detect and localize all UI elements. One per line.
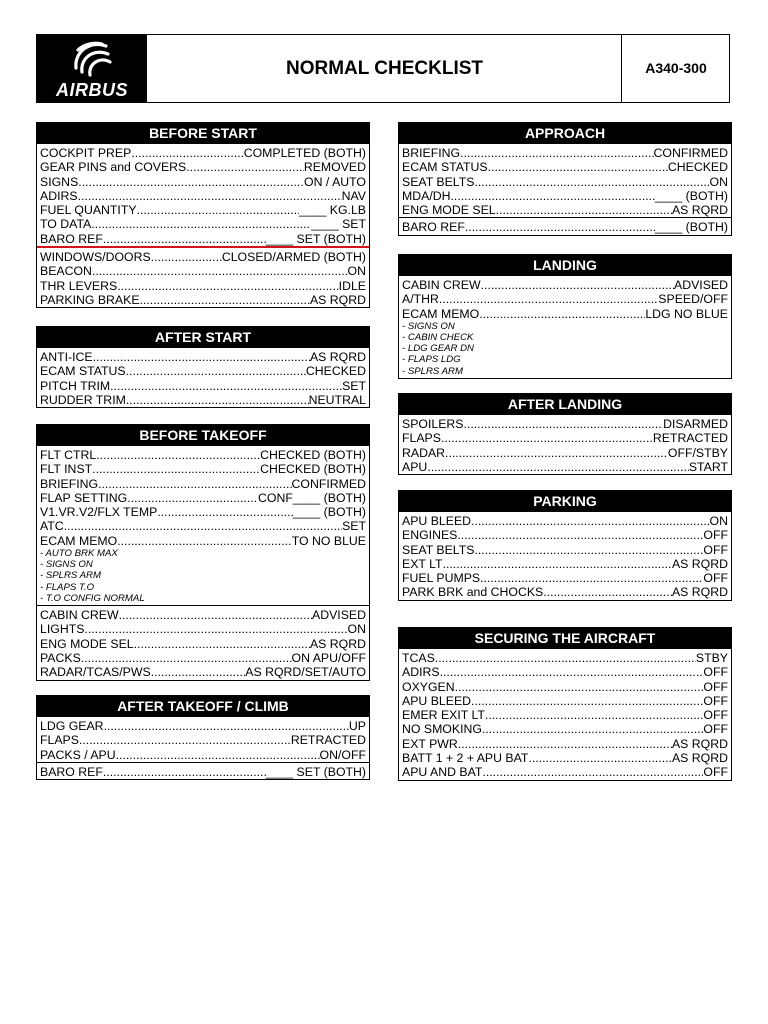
checklist-item-value: CHECKED xyxy=(667,160,728,175)
checklist-item-value: SPEED/OFF xyxy=(658,292,728,307)
dot-leader xyxy=(528,751,672,765)
dot-leader xyxy=(455,680,704,694)
checklist-row xyxy=(402,307,728,321)
dot-leader xyxy=(151,250,222,264)
checklist-item-value: LDG NO BLUE xyxy=(645,306,728,321)
dot-leader xyxy=(451,189,655,203)
checklist-item-value: ____ KG.LB xyxy=(299,203,366,218)
checklist-row xyxy=(40,448,366,462)
checklist-item-value: OFF xyxy=(703,765,728,780)
checklist-item-value: AS RQRD xyxy=(671,736,728,751)
checklist-row xyxy=(402,292,728,306)
dot-leader xyxy=(440,665,704,679)
checklist-item-value: ON / AUTO xyxy=(304,174,366,189)
checklist-item-value: OFF xyxy=(703,571,728,586)
checklist-item-label: LIGHTS xyxy=(40,622,85,637)
dot-leader xyxy=(186,160,304,174)
checklist-item-label: ENG MODE SEL xyxy=(40,636,134,651)
section-parking xyxy=(398,490,732,601)
checklist-row xyxy=(40,765,366,779)
dot-leader xyxy=(157,505,293,519)
checklist-group xyxy=(37,605,369,679)
checklist-item-value: SET xyxy=(342,519,366,534)
checklist-item-value: ON xyxy=(347,264,366,279)
checklist-item-label: TO DATA xyxy=(40,217,92,232)
checklist-item-label: PARKING BRAKE xyxy=(40,292,140,307)
checklist-row xyxy=(402,146,728,160)
checklist-item-label: TCAS xyxy=(402,651,435,665)
dot-leader xyxy=(98,477,291,491)
checklist-group xyxy=(37,348,369,407)
checklist-row xyxy=(40,146,366,160)
checklist-row xyxy=(402,203,728,217)
checklist-item-label: BATT 1 + 2 + APU BAT xyxy=(402,751,529,766)
dot-leader xyxy=(445,446,668,460)
dot-leader xyxy=(84,622,347,636)
checklist-item-label: ADIRS xyxy=(402,665,440,680)
checklist-item-value: DISARMED xyxy=(663,417,728,431)
checklist-item-label: LDG GEAR xyxy=(40,719,104,733)
checklist-item-label: EXT PWR xyxy=(402,736,458,751)
checklist-item-label: APU AND BAT xyxy=(402,765,483,780)
checklist-item-value: ADVISED xyxy=(312,608,366,623)
checklist-item-value: OFF xyxy=(703,528,728,543)
dot-leader xyxy=(137,203,299,217)
checklist-item-value: RETRACTED xyxy=(652,431,728,446)
checklist-row xyxy=(402,665,728,679)
memo-note: - FLAPS LDG xyxy=(402,354,461,366)
checklist-item-value: OFF xyxy=(703,722,728,737)
dot-leader xyxy=(543,585,672,599)
checklist-row xyxy=(402,543,728,557)
checklist-item-value: IDLE xyxy=(338,278,366,293)
dot-leader xyxy=(64,519,342,533)
checklist-item-label: ECAM STATUS xyxy=(40,364,126,379)
dot-leader xyxy=(479,307,645,321)
checklist-row xyxy=(40,160,366,174)
checklist-item-value: ON xyxy=(709,514,728,528)
checklist-item-value: OFF xyxy=(703,708,728,723)
checklist-item-value: UP xyxy=(348,719,366,733)
section-title: LANDING xyxy=(399,255,731,276)
dot-leader xyxy=(92,462,260,476)
dot-leader xyxy=(471,694,703,708)
checklist-item-value: ____ (BOTH) xyxy=(292,505,366,520)
checklist-item-label: ENGINES xyxy=(402,528,458,543)
checklist-item-label: MDA/DH xyxy=(402,188,451,203)
memo-note: - LDG GEAR DN xyxy=(402,343,474,355)
checklist-row xyxy=(402,722,728,736)
checklist-item-label: BARO REF xyxy=(402,220,465,235)
section-after-start xyxy=(36,326,370,408)
checklist-item-label: APU BLEED xyxy=(402,693,472,708)
checklist-row xyxy=(40,217,366,231)
checklist-item-label: FLT CTRL xyxy=(40,448,97,462)
dot-leader xyxy=(474,543,703,557)
dot-leader xyxy=(427,460,689,474)
checklist-row xyxy=(40,350,366,364)
checklist-item-label: FLAP SETTING xyxy=(40,490,128,505)
checklist-row xyxy=(402,585,728,599)
checklist-item-value: AS RQRD xyxy=(309,292,366,307)
checklist-row xyxy=(40,622,366,636)
checklist-row xyxy=(402,680,728,694)
dot-leader xyxy=(488,160,668,174)
checklist-item-label: BARO REF xyxy=(40,231,103,246)
aircraft-model: A340-300 xyxy=(621,35,730,102)
checklist-item-value: OFF xyxy=(703,679,728,694)
dot-leader xyxy=(441,431,653,445)
airbus-swirl-icon xyxy=(68,38,116,80)
checklist-item-label: V1.VR.V2/FLX TEMP xyxy=(40,505,158,520)
checklist-item-value: ON xyxy=(347,622,366,637)
checklist-item-label: APU BLEED xyxy=(402,514,472,528)
section-before-start xyxy=(36,122,370,308)
dot-leader xyxy=(78,189,342,203)
checklist-row xyxy=(40,203,366,217)
checklist-group xyxy=(399,512,731,600)
checklist-item-label: FLT INST xyxy=(40,462,93,477)
dot-leader xyxy=(151,665,246,679)
dot-leader xyxy=(439,292,658,306)
checklist-row xyxy=(40,477,366,491)
checklist-row xyxy=(402,765,728,779)
section-title: SECURING THE AIRCRAFT xyxy=(399,628,731,649)
dot-leader xyxy=(78,175,304,189)
dot-leader xyxy=(485,708,703,722)
checklist-item-value: ON xyxy=(709,174,728,189)
checklist-group xyxy=(399,144,731,217)
checklist-row xyxy=(40,250,366,264)
checklist-item-value: AS RQRD xyxy=(671,556,728,571)
checklist-item-value: NAV xyxy=(341,188,366,203)
section-title: BEFORE TAKEOFF xyxy=(37,425,369,446)
memo-note: - T.O CONFIG NORMAL xyxy=(40,592,145,604)
checklist-item-value: ____ SET (BOTH) xyxy=(265,231,366,246)
dot-leader xyxy=(134,637,310,651)
dot-leader xyxy=(460,146,653,160)
checklist-item-label: ADIRS xyxy=(40,188,78,203)
section-after-takeoff-climb xyxy=(36,695,370,780)
airbus-logo xyxy=(37,35,147,102)
checklist-item-label: OXYGEN xyxy=(402,679,455,694)
checklist-row xyxy=(40,279,366,293)
checklist-item-label: RUDDER TRIM xyxy=(40,392,126,407)
checklist-item-label: ECAM STATUS xyxy=(402,160,488,175)
checklist-row xyxy=(40,379,366,393)
checklist-item-label: GEAR PINS and COVERS xyxy=(40,160,187,175)
checklist-row xyxy=(402,446,728,460)
checklist-row xyxy=(40,364,366,378)
checklist-item-value: ____ SET (BOTH) xyxy=(265,764,366,779)
checklist-item-label: ENG MODE SEL xyxy=(402,203,496,218)
dot-leader xyxy=(443,557,672,571)
checklist-row xyxy=(402,189,728,203)
checklist-item-value: OFF xyxy=(703,693,728,708)
checklist-item-label: FLAPS xyxy=(402,431,441,446)
checklist-item-value: NEUTRAL xyxy=(308,392,366,407)
memo-note: - CABIN CHECK xyxy=(402,332,474,344)
memo-note: - SIGNS ON xyxy=(40,559,93,571)
dot-leader xyxy=(126,364,306,378)
checklist-group xyxy=(37,717,369,762)
checklist-item-label: BRIEFING xyxy=(40,476,99,491)
checklist-item-value: CONF____ (BOTH) xyxy=(258,490,366,505)
checklist-row xyxy=(402,431,728,445)
checklist-row xyxy=(40,189,366,203)
dot-leader xyxy=(79,733,291,747)
airbus-logo-text: AIRBUS xyxy=(55,80,128,100)
section-title: AFTER TAKEOFF / CLIMB xyxy=(37,696,369,717)
checklist-group xyxy=(399,649,731,780)
dot-leader xyxy=(119,608,312,622)
checklist-item-label: SIGNS xyxy=(40,174,79,189)
checklist-item-label: FLAPS xyxy=(40,733,79,748)
checklist-group xyxy=(37,246,369,307)
dot-leader xyxy=(91,217,311,231)
checklist-row xyxy=(402,514,728,528)
checklist-item-value: ON/OFF xyxy=(319,747,366,762)
checklist-row xyxy=(402,751,728,765)
dot-leader xyxy=(103,232,266,246)
checklist-row xyxy=(402,737,728,751)
checklist-item-value: CHECKED xyxy=(305,364,366,379)
checklist-row xyxy=(402,175,728,189)
checklist-item-label: BEACON xyxy=(40,264,92,279)
checklist-item-value: ____ (BOTH) xyxy=(654,188,728,203)
checklist-item-value: TO NO BLUE xyxy=(291,533,366,548)
checklist-row xyxy=(40,608,366,622)
section-approach xyxy=(398,122,732,236)
checklist-row xyxy=(40,393,366,407)
memo-notes xyxy=(402,321,728,378)
checklist-row xyxy=(40,264,366,278)
dot-leader xyxy=(117,534,292,548)
checklist-row xyxy=(402,571,728,585)
checklist-item-value: ON APU/OFF xyxy=(291,650,366,665)
checklist-item-label: BARO REF xyxy=(40,764,103,779)
checklist-row xyxy=(402,460,728,474)
checklist-group xyxy=(37,446,369,605)
dot-leader xyxy=(465,220,655,234)
checklist-row xyxy=(40,462,366,476)
checklist-item-value: REMOVED xyxy=(303,160,366,175)
dot-leader xyxy=(481,278,674,292)
checklist-item-label: EXT LT xyxy=(402,556,443,571)
dot-leader xyxy=(458,737,672,751)
checklist-item-value: CONFIRMED xyxy=(653,146,728,160)
section-securing-the-aircraft xyxy=(398,627,732,781)
dot-leader xyxy=(103,765,266,779)
checklist-row xyxy=(40,491,366,505)
checklist-item-value: AS RQRD xyxy=(309,636,366,651)
checklist-item-value: STBY xyxy=(695,651,728,665)
dot-leader xyxy=(92,264,348,278)
checklist-item-label: SEAT BELTS xyxy=(402,542,475,557)
checklist-row xyxy=(402,694,728,708)
checklist-row xyxy=(40,293,366,307)
memo-note: - FLAPS T.O xyxy=(40,581,95,593)
memo-note: - SPLRS ARM xyxy=(40,570,101,582)
dot-leader xyxy=(126,393,309,407)
checklist-item-value: AS RQRD xyxy=(671,203,728,218)
dot-leader xyxy=(131,146,243,160)
checklist-row xyxy=(40,505,366,519)
checklist-row xyxy=(40,534,366,548)
checklist-item-label: FUEL QUANTITY xyxy=(40,203,137,218)
memo-note: - AUTO BRK MAX xyxy=(40,548,118,560)
dot-leader xyxy=(464,417,664,431)
checklist-item-value: COMPLETED (BOTH) xyxy=(243,146,366,160)
dot-leader xyxy=(471,514,710,528)
checklist-item-label: THR LEVERS xyxy=(40,278,118,293)
checklist-item-label: CABIN CREW xyxy=(402,278,481,292)
dot-leader xyxy=(140,293,310,307)
dot-leader xyxy=(435,651,696,665)
checklist-item-label: PACKS / APU xyxy=(40,747,116,762)
checklist-item-label: RADAR xyxy=(402,445,446,460)
checklist-row xyxy=(40,175,366,189)
checklist-item-label: ANTI-ICE xyxy=(40,350,93,364)
checklist-item-value: OFF xyxy=(703,542,728,557)
dot-leader xyxy=(482,722,703,736)
dot-leader xyxy=(496,203,672,217)
checklist-group xyxy=(399,276,731,378)
memo-note: - SIGNS ON xyxy=(402,320,455,332)
checklist-group xyxy=(399,217,731,234)
dot-leader xyxy=(110,379,342,393)
section-title: APPROACH xyxy=(399,123,731,144)
dot-leader xyxy=(474,175,709,189)
dot-leader xyxy=(127,491,258,505)
checklist-item-value: SET xyxy=(342,378,366,393)
checklist-item-label: PACKS xyxy=(40,650,81,665)
dot-leader xyxy=(96,448,260,462)
checklist-item-label: EMER EXIT LT xyxy=(402,708,485,723)
checklist-item-value: ADVISED xyxy=(674,278,728,292)
checklist-group xyxy=(399,415,731,474)
section-before-takeoff xyxy=(36,424,370,681)
checklist-item-value: AS RQRD xyxy=(671,751,728,766)
checklist-row xyxy=(40,651,366,665)
checklist-item-value: AS RQRD xyxy=(309,350,366,364)
checklist-group xyxy=(37,762,369,779)
checklist-item-label: ECAM MEMO xyxy=(402,306,480,321)
section-title: PARKING xyxy=(399,491,731,512)
checklist-item-label: A/THR xyxy=(402,292,439,307)
checklist-row xyxy=(402,528,728,542)
section-after-landing xyxy=(398,393,732,475)
checklist-item-value: RETRACTED xyxy=(290,733,366,748)
checklist-row xyxy=(402,708,728,722)
checklist-item-value: START xyxy=(688,459,728,474)
checklist-item-label: WINDOWS/DOORS xyxy=(40,250,151,265)
page-title: NORMAL CHECKLIST xyxy=(285,58,484,79)
dot-leader xyxy=(93,350,310,364)
checklist-row xyxy=(40,733,366,747)
section-title: AFTER START xyxy=(37,327,369,348)
dot-leader xyxy=(457,528,703,542)
checklist-row xyxy=(40,665,366,679)
checklist-row xyxy=(40,232,366,246)
checklist-item-value: OFF/STBY xyxy=(667,445,728,460)
checklist-item-label: COCKPIT PREP xyxy=(40,146,132,160)
checklist-item-value: ____ SET xyxy=(311,217,366,232)
dot-leader xyxy=(116,748,320,762)
checklist-row xyxy=(402,278,728,292)
checklist-row xyxy=(402,557,728,571)
section-title: BEFORE START xyxy=(37,123,369,144)
memo-notes xyxy=(40,548,366,605)
checklist-item-value: CHECKED (BOTH) xyxy=(260,448,366,462)
checklist-group xyxy=(37,144,369,246)
checklist-row xyxy=(402,651,728,665)
checklist-header xyxy=(36,34,730,103)
checklist-item-value: OFF xyxy=(703,665,728,680)
checklist-item-value: AS RQRD/SET/AUTO xyxy=(245,665,366,680)
section-title: AFTER LANDING xyxy=(399,394,731,415)
checklist-item-label: CABIN CREW xyxy=(40,608,119,623)
dot-leader xyxy=(117,279,338,293)
checklist-row xyxy=(402,160,728,174)
checklist-item-value: CLOSED/ARMED (BOTH) xyxy=(221,250,366,265)
checklist-item-value: ____ (BOTH) xyxy=(654,220,728,235)
checklist-item-label: ECAM MEMO xyxy=(40,533,118,548)
dot-leader xyxy=(81,651,292,665)
checklist-item-label: FUEL PUMPS xyxy=(402,571,481,586)
checklist-row xyxy=(40,748,366,762)
dot-leader xyxy=(104,719,349,733)
checklist-item-value: CHECKED (BOTH) xyxy=(260,462,366,477)
checklist-item-value: CONFIRMED xyxy=(291,476,366,491)
checklist-item-label: NO SMOKING xyxy=(402,722,482,737)
dot-leader xyxy=(482,765,703,779)
checklist-item-value: AS RQRD xyxy=(671,585,728,600)
checklist-row xyxy=(40,519,366,533)
checklist-item-label: ATC xyxy=(40,519,64,534)
checklist-item-label: BRIEFING xyxy=(402,146,461,160)
memo-note: - SPLRS ARM xyxy=(402,365,463,377)
dot-leader xyxy=(480,571,703,585)
section-landing xyxy=(398,254,732,379)
checklist-item-label: PARK BRK and CHOCKS xyxy=(402,585,544,600)
checklist-item-label: APU xyxy=(402,459,428,474)
checklist-row xyxy=(402,417,728,431)
checklist-item-label: SEAT BELTS xyxy=(402,174,475,189)
checklist-row xyxy=(40,637,366,651)
checklist-item-label: PITCH TRIM xyxy=(40,378,111,393)
checklist-item-label: SPOILERS xyxy=(402,417,464,431)
checklist-row xyxy=(402,220,728,234)
checklist-item-label: RADAR/TCAS/PWS xyxy=(40,665,151,680)
checklist-row xyxy=(40,719,366,733)
